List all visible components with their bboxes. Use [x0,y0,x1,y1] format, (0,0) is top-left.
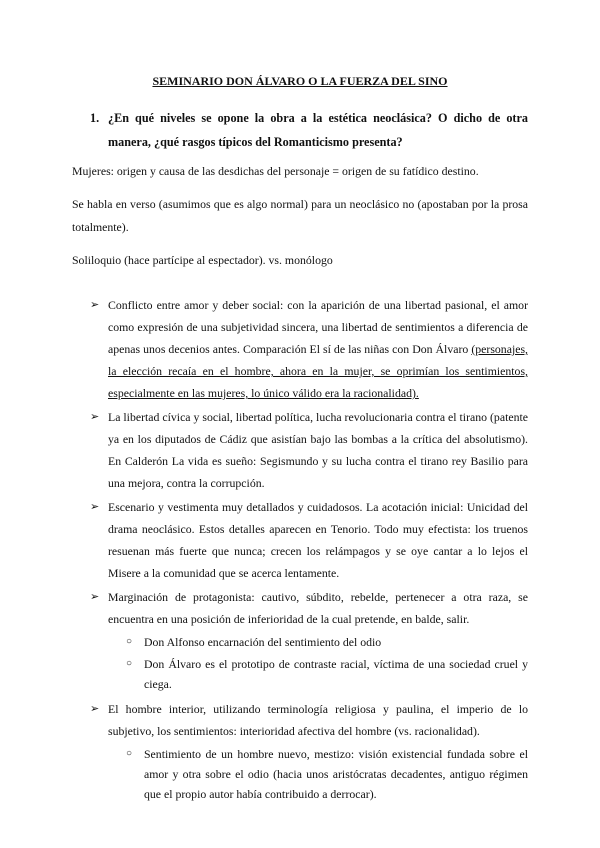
bullet-text: Marginación de protagonista: cautivo, súbdito, rebelde, pertenecer a otra raza, se encuentra en una posición de inferioridad de la cual pretende, en balde, salir. [108,590,528,626]
bullet-item-marginacion [72,586,528,630]
bullet-item-hombre-interior [72,698,528,742]
bullet-text: Escenario y vestimenta muy detallados y cuidadosos. La acotación inicial: Unicidad del drama neoclásico. Estos detalles aparecen en Tenorio. Todo muy efectista: los truenos resuenan más fuerte que nunca; crecen los relámpagos y se oye cantar a lo lejos el Misere a la comunidad que se acerca lentamente. [108,500,528,580]
bullet-text: Conflicto entre amor y deber social: con la aparición de una libertad pasional, el amor como expresión de una subjetividad sincera, una libertad de sentimientos a diferencia de apenas unos decenios antes. Comparación El sí de las niñas con Don Álvaro [108,298,528,356]
document-title: SEMINARIO DON ÁLVARO O LA FUERZA DEL SINO [152,74,448,88]
sub-item-alfonso [72,632,528,652]
sub-text: Don Alfonso encarnación del sentimiento del odio [144,635,382,649]
question-number: 1. [90,111,100,125]
arrow-bullet-icon: ➢ [90,703,100,715]
paragraph-soliloquio: Soliloquio (hace partícipe al espectador). vs. monólogo [72,253,333,267]
arrow-bullet-icon: ➢ [90,591,100,603]
question-1 [90,106,528,154]
bullet-text: El hombre interior, utilizando terminología religiosa y paulina, el imperio de lo subjetivo, los sentimientos: interioridad afectiva del hombre (vs. racionalidad). [108,702,528,738]
sub-item-hombre-nuevo [72,744,528,804]
circle-bullet-icon: ○ [126,658,133,669]
bullet-list-continued [72,698,528,742]
sub-text: Don Álvaro es el prototipo de contraste racial, víctima de una sociedad cruel y ciega. [144,657,528,691]
circle-bullet-icon: ○ [126,748,133,759]
bullet-item-escenario [72,496,528,584]
sub-list-marginacion [72,632,528,694]
paragraph-verso: Se habla en verso (asumimos que es algo normal) para un neoclásico no (apostaban por la prosa totalmente). [72,197,528,234]
bullet-item-conflicto [72,294,528,404]
circle-bullet-icon: ○ [126,636,133,647]
arrow-bullet-icon: ➢ [90,501,100,513]
arrow-bullet-icon: ➢ [90,299,100,311]
paragraph-mujeres: Mujeres: origen y causa de las desdichas del personaje = origen de su fatídico destino. [72,164,479,178]
bullet-text: La libertad cívica y social, libertad política, lucha revolucionaria contra el tirano (patente ya en los diputados de Cádiz que asistían bajo las bombas a la crítica del absolutismo). En Calderón La vida es sueño: Segismundo y su lucha contra el tirano rey Basilio para una mejora, contra la corrupción. [108,410,528,490]
bullet-underlined-text: (personajes, la elección recaía en el hombre, ahora en la mujer, se oprimían los sentimientos, especialmente en las mujeres, lo único válido era la racionalidad). [108,342,528,400]
question-text: ¿En qué niveles se opone la obra a la estética neoclásica? O dicho de otra manera, ¿qué rasgos típicos del Romanticismo presenta? [108,111,528,149]
bullet-list [72,294,528,630]
sub-text: Sentimiento de un hombre nuevo, mestizo: visión existencial fundada sobre el amor y otra sobre el odio (hacia unos aristócratas decadentes, antiguo régimen que el propio autor había contribuido a derrocar). [144,747,528,801]
bullet-item-libertad [72,406,528,494]
sub-item-alvaro [72,654,528,694]
arrow-bullet-icon: ➢ [90,411,100,423]
sub-list-hombre-interior [72,744,528,804]
